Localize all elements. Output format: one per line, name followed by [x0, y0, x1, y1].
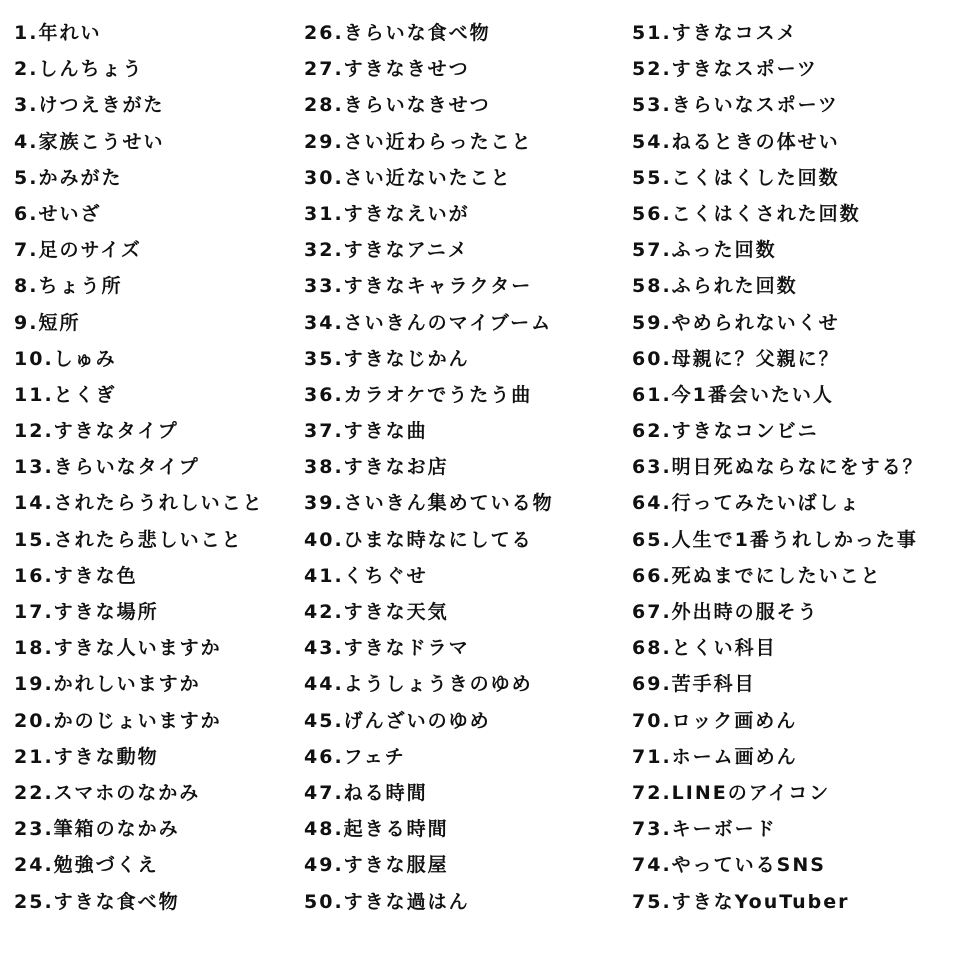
question-item — [632, 884, 958, 920]
question-text: 3.けつえきがた — [14, 94, 165, 117]
question-item — [304, 485, 626, 521]
question-item — [632, 558, 958, 594]
question-text: 72.LINEのアイコン — [632, 781, 831, 804]
question-text: 26.きらいな食べ物 — [304, 22, 491, 44]
question-text: 49.すきな服屋 — [304, 854, 449, 877]
question-item — [14, 594, 300, 630]
question-item — [304, 232, 626, 268]
question-item — [304, 594, 626, 630]
question-item — [14, 884, 300, 920]
question-text: 22.スマホのなかみ — [14, 781, 201, 804]
question-text: 70.ロック画めん — [632, 709, 798, 732]
question-item — [632, 232, 958, 268]
question-item — [14, 15, 300, 51]
question-text: 38.すきなお店 — [304, 456, 449, 479]
question-item — [304, 196, 626, 232]
question-text: 15.されたら悲しいこと — [14, 528, 243, 551]
question-item — [14, 666, 300, 702]
question-text: 48.起きる時間 — [304, 818, 449, 841]
question-text: 20.かのじょいますか — [14, 709, 222, 732]
question-text: 46.フェチ — [304, 745, 406, 768]
question-text: 45.げんざいのゆめ — [304, 709, 491, 732]
question-item — [304, 449, 626, 485]
question-item — [632, 160, 958, 196]
question-item — [304, 268, 626, 304]
question-item — [632, 15, 958, 51]
question-item — [304, 124, 626, 160]
question-text: 57.ふった回数 — [632, 239, 777, 262]
question-text: 6.せいざ — [14, 202, 102, 225]
question-text: 56.こくはくされた回数 — [632, 202, 861, 225]
question-column-2 — [304, 15, 626, 920]
question-item — [632, 630, 958, 666]
question-item — [304, 558, 626, 594]
question-text: 67.外出時の服そう — [632, 601, 819, 623]
question-text: 39.さいきん集めている物 — [304, 492, 554, 515]
question-text: 25.すきな食べ物 — [14, 890, 180, 913]
question-text: 9.短所 — [14, 311, 81, 334]
question-text: 24.勉強づくえ — [14, 854, 159, 877]
question-item — [632, 413, 958, 449]
question-item — [14, 522, 300, 558]
question-item — [304, 884, 626, 920]
question-item — [14, 739, 300, 775]
question-text: 35.すきなじかん — [304, 347, 470, 370]
question-text: 75.すきなYouTuber — [632, 890, 850, 913]
question-text: 8.ちょう所 — [14, 275, 123, 298]
question-item — [632, 703, 958, 739]
question-text: 64.行ってみたいばしょ — [632, 492, 861, 515]
question-text: 36.カラオケでうたう曲 — [304, 383, 533, 406]
question-text: 68.とくい科目 — [632, 637, 777, 660]
question-text: 33.すきなキャラクター — [304, 275, 533, 298]
question-text: 2.しんちょう — [14, 58, 144, 81]
question-item — [304, 15, 626, 51]
question-item — [632, 268, 958, 304]
question-text: 47.ねる時間 — [304, 781, 428, 804]
question-item — [304, 811, 626, 847]
question-text: 66.死ぬまでにしたいこと — [632, 564, 882, 587]
question-item — [304, 305, 626, 341]
question-item — [304, 775, 626, 811]
question-text: 23.筆箱のなかみ — [14, 818, 180, 841]
question-text: 60.母親に？父親に？ — [632, 347, 840, 370]
question-text: 42.すきな天気 — [304, 601, 449, 623]
question-item — [632, 847, 958, 883]
question-text: 18.すきな人いますか — [14, 637, 222, 660]
question-item — [14, 87, 300, 123]
question-text: 4.家族こうせい — [14, 130, 165, 153]
question-item — [304, 666, 626, 702]
question-text: 73.キーボード — [632, 818, 777, 841]
question-item — [14, 703, 300, 739]
question-text: 41.くちぐせ — [304, 564, 428, 587]
question-text: 74.やっているSNS — [632, 854, 826, 877]
question-item — [14, 160, 300, 196]
question-item — [632, 739, 958, 775]
question-text: 16.すきな色 — [14, 564, 138, 587]
question-text: 5.かみがた — [14, 166, 123, 189]
question-text: 58.ふられた回数 — [632, 275, 798, 298]
question-text: 12.すきなタイプ — [14, 420, 179, 443]
question-text: 27.すきなきせつ — [304, 58, 470, 81]
question-item — [14, 305, 300, 341]
question-item — [632, 666, 958, 702]
question-item — [14, 377, 300, 413]
question-text: 29.さい近わらったこと — [304, 130, 533, 153]
question-text: 34.さいきんのマイブーム — [304, 311, 553, 334]
question-text: 21.すきな動物 — [14, 745, 159, 768]
question-item — [632, 449, 958, 485]
question-item — [304, 341, 626, 377]
question-text: 63.明日死ぬならなにをする？ — [632, 456, 924, 479]
question-item — [304, 847, 626, 883]
question-item — [632, 594, 958, 630]
question-item — [14, 811, 300, 847]
question-item — [632, 196, 958, 232]
question-text: 43.すきなドラマ — [304, 637, 470, 660]
question-text: 55.こくはくした回数 — [632, 166, 840, 189]
question-text: 71.ホーム画めん — [632, 745, 798, 768]
question-text: 28.きらいなきせつ — [304, 94, 491, 117]
question-item — [632, 811, 958, 847]
question-text: 53.きらいなスポーツ — [632, 94, 839, 117]
question-text: 40.ひまな時なにしてる — [304, 528, 533, 551]
question-item — [14, 124, 300, 160]
question-column-1 — [14, 15, 300, 920]
question-text: 61.今1番会いたい人 — [632, 383, 834, 406]
question-text: 54.ねるときの体せい — [632, 130, 840, 153]
question-item — [14, 449, 300, 485]
question-item — [632, 124, 958, 160]
question-item — [304, 739, 626, 775]
question-item — [632, 485, 958, 521]
question-item — [632, 377, 958, 413]
question-text: 52.すきなスポーツ — [632, 58, 818, 81]
question-item — [14, 485, 300, 521]
question-item — [14, 341, 300, 377]
question-item — [14, 847, 300, 883]
question-item — [632, 51, 958, 87]
question-item — [632, 341, 958, 377]
question-item — [304, 630, 626, 666]
question-item — [632, 775, 958, 811]
question-text: 59.やめられないくせ — [632, 311, 840, 334]
question-text: 7.足のサイズ — [14, 239, 142, 262]
question-column-3 — [632, 15, 958, 920]
question-item — [632, 87, 958, 123]
question-text: 17.すきな場所 — [14, 601, 159, 623]
question-text: 65.人生で1番うれしかった事 — [632, 528, 918, 551]
question-item — [14, 630, 300, 666]
question-item — [14, 196, 300, 232]
question-text: 19.かれしいますか — [14, 673, 201, 696]
question-text: 44.ようしょうきのゆめ — [304, 673, 533, 696]
question-text: 51.すきなコスメ — [632, 22, 798, 44]
question-item — [304, 413, 626, 449]
question-text: 37.すきな曲 — [304, 420, 428, 443]
question-item — [632, 522, 958, 558]
question-text: 50.すきな過はん — [304, 890, 470, 913]
question-item — [304, 87, 626, 123]
question-text: 69.苦手科目 — [632, 673, 756, 696]
question-item — [14, 268, 300, 304]
question-item — [304, 377, 626, 413]
question-text: 13.きらいなタイプ — [14, 456, 200, 479]
question-item — [14, 232, 300, 268]
question-text: 11.とくぎ — [14, 383, 117, 406]
question-text: 30.さい近ないたこと — [304, 166, 512, 189]
question-text: 62.すきなコンビニ — [632, 420, 819, 443]
question-item — [632, 305, 958, 341]
question-text: 10.しゅみ — [14, 347, 117, 370]
question-item — [304, 522, 626, 558]
question-item — [304, 160, 626, 196]
question-text: 32.すきなアニメ — [304, 239, 469, 262]
question-item — [14, 558, 300, 594]
question-item — [14, 51, 300, 87]
question-text: 14.されたらうれしいこと — [14, 492, 264, 515]
question-text: 1.年れい — [14, 22, 102, 44]
question-text: 31.すきなえいが — [304, 202, 470, 225]
question-item — [304, 703, 626, 739]
question-item — [14, 413, 300, 449]
question-item — [14, 775, 300, 811]
question-item — [304, 51, 626, 87]
